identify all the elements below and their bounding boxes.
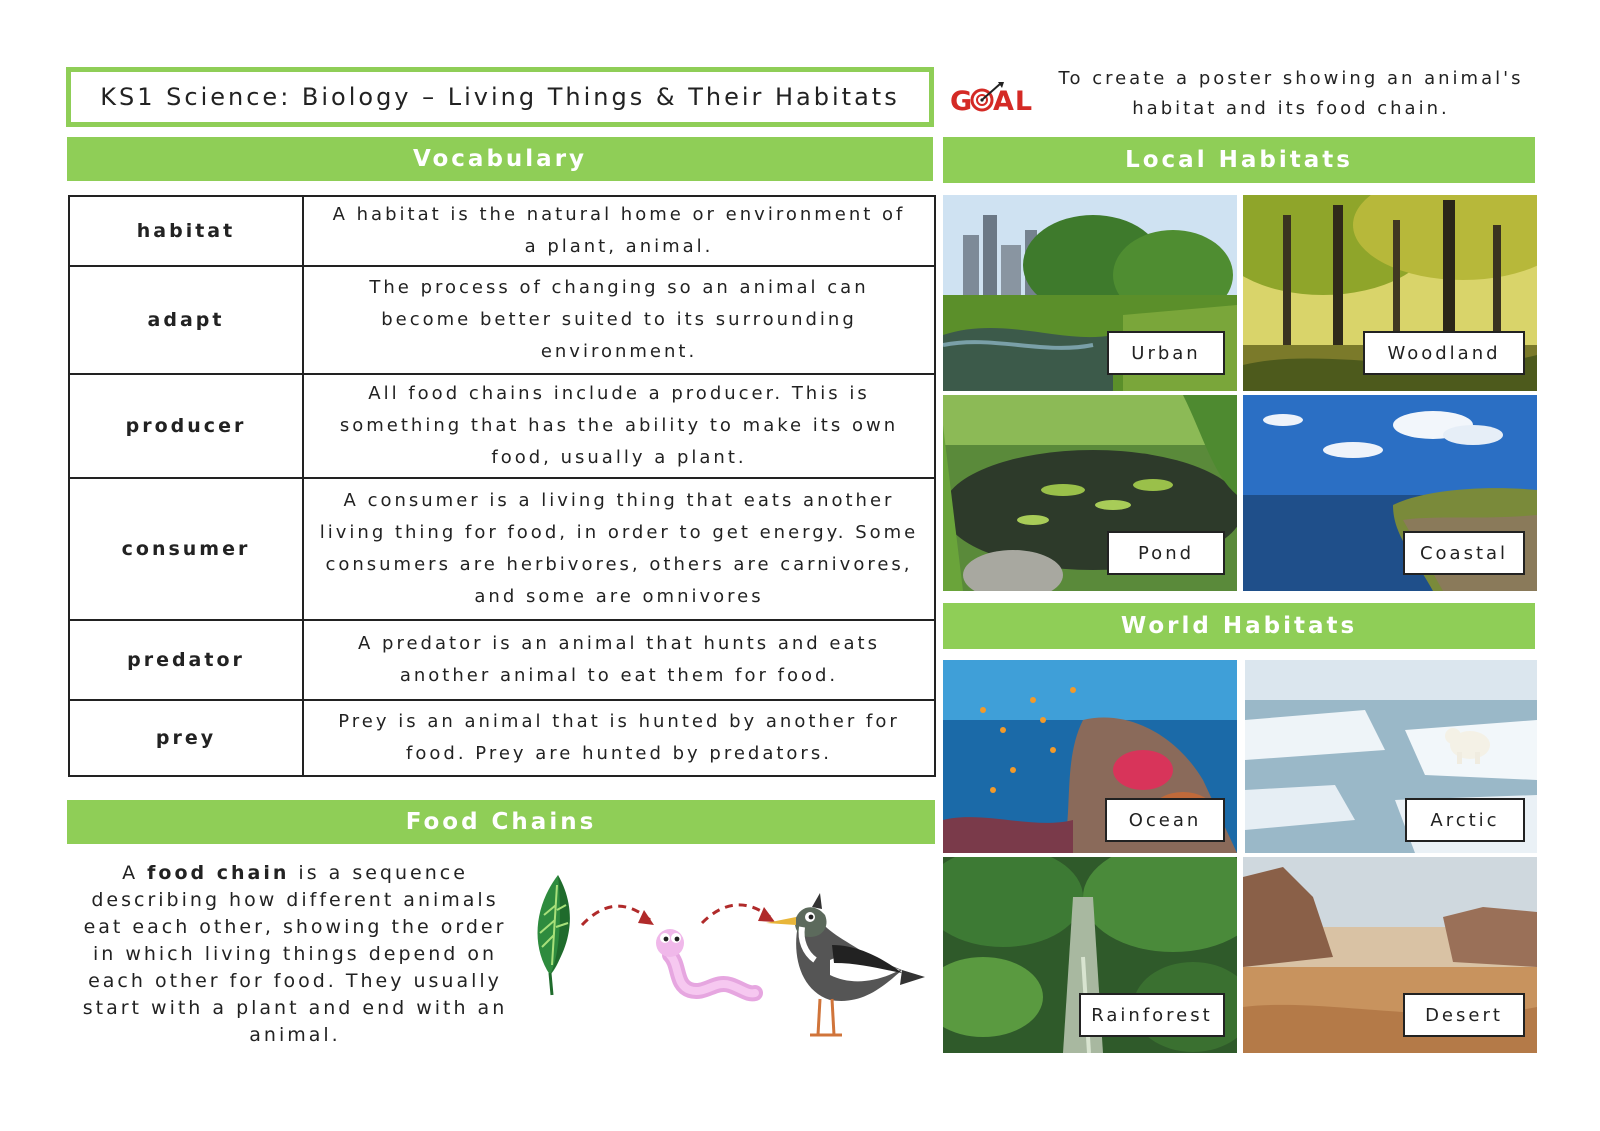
vocab-definition: Prey is an animal that is hunted by another for food. Prey are hunted by predators. xyxy=(303,700,935,776)
habitat-label-rainforest: Rainforest xyxy=(1079,993,1225,1037)
food-chains-heading: Food Chains xyxy=(67,800,935,844)
habitat-photo-ocean xyxy=(943,660,1237,853)
habitat-photo-coastal xyxy=(1243,395,1537,591)
habitat-photo-rainforest xyxy=(943,857,1237,1053)
habitat-photo-desert xyxy=(1243,857,1537,1053)
vocab-row xyxy=(69,478,935,620)
vocab-definition: A habitat is the natural home or environment of a plant, animal. xyxy=(303,196,935,266)
worm-icon xyxy=(656,929,755,993)
habitat-label-coastal: Coastal xyxy=(1403,531,1525,575)
arrow-icon xyxy=(702,905,775,923)
goal-logo xyxy=(950,80,1040,116)
habitat-label-pond: Pond xyxy=(1107,531,1225,575)
food-chain-term: food chain xyxy=(147,862,290,884)
vocab-row xyxy=(69,266,935,374)
vocab-row xyxy=(69,700,935,776)
vocab-row xyxy=(69,196,935,266)
habitat-label-arctic: Arctic xyxy=(1405,798,1525,842)
habitat-label-desert: Desert xyxy=(1403,993,1525,1037)
bird-icon xyxy=(766,893,925,1035)
vocabulary-table xyxy=(68,195,936,777)
vocab-term: predator xyxy=(69,620,303,700)
food-chain-description: A food chain is a sequence describing how different animals eat each other, showing the order in which living things depend on each other for food. They usually start with a plant and end with an animal. xyxy=(82,862,508,1046)
world-habitats-heading: World Habitats xyxy=(943,603,1535,649)
svg-text:AL: AL xyxy=(993,86,1034,116)
vocab-term: adapt xyxy=(69,266,303,374)
goal-statement: To create a poster showing an animal's habitat and its food chain. xyxy=(1058,68,1524,119)
vocab-row xyxy=(69,620,935,700)
habitat-photo-pond xyxy=(943,395,1237,591)
leaf-icon xyxy=(538,875,570,995)
local-habitats-heading: Local Habitats xyxy=(943,137,1535,183)
habitat-label-woodland: Woodland xyxy=(1363,331,1525,375)
habitat-label-ocean: Ocean xyxy=(1105,798,1225,842)
vocabulary-heading: Vocabulary xyxy=(67,137,933,181)
vocab-definition: The process of changing so an animal can become better suited to its surrounding environment. xyxy=(303,266,935,374)
habitat-photo-urban xyxy=(943,195,1237,391)
vocab-term: prey xyxy=(69,700,303,776)
page-title: KS1 Science: Biology – Living Things & Their Habitats xyxy=(66,67,934,127)
vocab-definition: A consumer is a living thing that eats another living thing for food, in order to get energy. Some consumers are herbivores, others are carnivores, and some are omnivores xyxy=(303,478,935,620)
vocab-definition: All food chains include a producer. This is something that has the ability to make its own food, usually a plant. xyxy=(303,374,935,478)
arrow-icon xyxy=(582,906,654,925)
habitat-photo-woodland xyxy=(1243,195,1537,391)
habitat-label-urban: Urban xyxy=(1107,331,1225,375)
svg-text:G: G xyxy=(950,86,974,116)
vocab-definition: A predator is an animal that hunts and eats another animal to eat them for food. xyxy=(303,620,935,700)
vocab-term: consumer xyxy=(69,478,303,620)
vocab-term: habitat xyxy=(69,196,303,266)
goal-logo-icon xyxy=(950,80,1040,116)
habitat-photo-arctic xyxy=(1245,660,1537,853)
vocab-row xyxy=(69,374,935,478)
vocab-term: producer xyxy=(69,374,303,478)
food-chain-illustration xyxy=(530,865,930,1045)
